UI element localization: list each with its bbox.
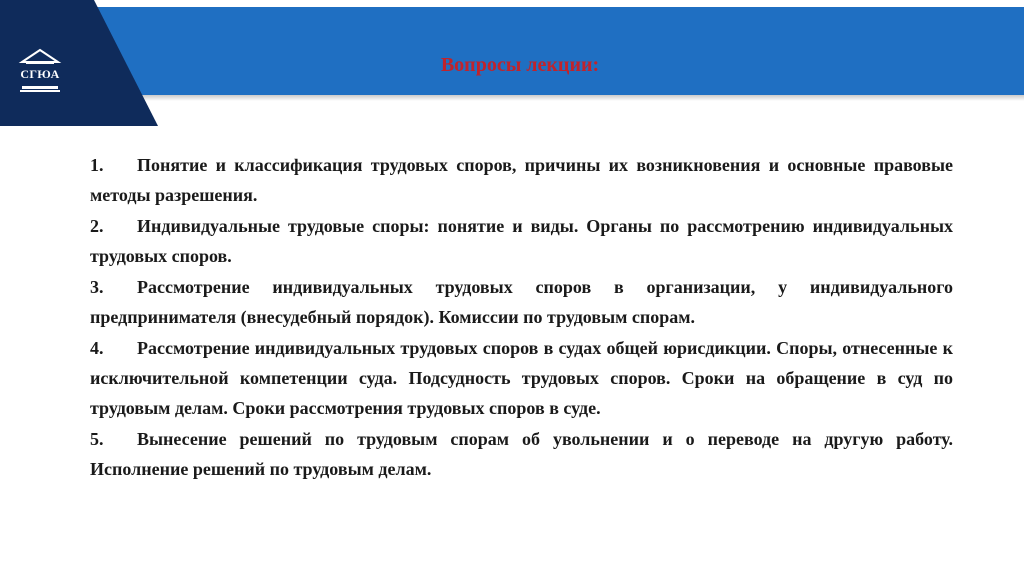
logo-triangle [0,0,160,126]
item-text: Рассмотрение индивидуальных трудовых споров в организации, у индивидуального предпринимателя (внесудебный порядок). Комиссии по трудовым спорам. [90,277,953,327]
list-item [90,150,953,210]
slide-title: Вопросы лекции: [440,54,600,76]
item-text: Понятие и классификация трудовых споров, причины их возникновения и основные правовые методы разрешения. [90,155,953,205]
lecture-questions-list [90,150,953,485]
list-item [90,211,953,271]
item-number: 4. [90,338,104,358]
item-number: 1. [90,155,104,175]
item-number: 2. [90,216,104,236]
logo-panel [0,0,160,126]
list-item [90,333,953,423]
list-item [90,272,953,332]
item-number: 3. [90,277,104,297]
item-number: 5. [90,429,104,449]
list-item [90,424,953,484]
item-text: Индивидуальные трудовые споры: понятие и виды. Органы по рассмотрению индивидуальных трудовых споров. [90,216,953,266]
header-shadow [120,95,1024,101]
logo-text: СГЮА [20,67,60,81]
item-text: Рассмотрение индивидуальных трудовых споров в судах общей юрисдикции. Споры, отнесенные к исключительной компетенции суда. Подсудность трудовых споров. Сроки на обращение в суд по трудовым делам. Сроки рассмотрения трудовых споров в суде. [90,338,953,418]
item-text: Вынесение решений по трудовым спорам об увольнении и о переводе на другую работу. Исполнение решений по трудовым делам. [90,429,953,479]
